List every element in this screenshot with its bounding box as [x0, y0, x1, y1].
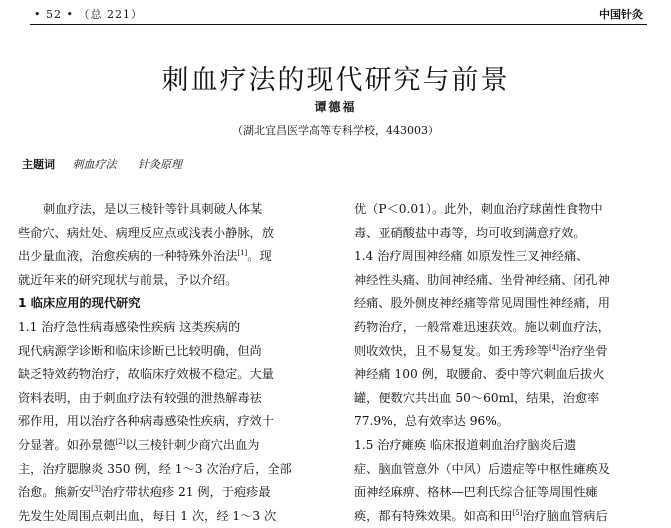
line-text: 面神经麻痹、格林—巴利氏综合征等周围性瘫	[354, 485, 598, 500]
body-text-line	[18, 458, 292, 482]
journal-name: 中国针灸	[599, 8, 643, 21]
citation-ref: [4]	[549, 343, 559, 352]
line-text: 神经痛 100 例，取腰俞、委中等穴刺血后拔火	[354, 367, 605, 382]
body-text-line	[18, 245, 292, 269]
keyword: 刺血疗法	[72, 158, 117, 171]
body-text-line	[354, 434, 610, 458]
header-rule	[30, 24, 647, 25]
line-text: 痪，都有特殊效果。如高和田	[354, 508, 513, 523]
body-text-line	[354, 245, 610, 269]
line-text: 治疗脑血管病后	[522, 508, 608, 523]
line-text: 罐，便数穴共出血 50～60ml，结果，治愈率	[354, 390, 600, 405]
body-text-line	[354, 458, 610, 482]
body-text-line	[18, 481, 292, 505]
line-text: 刺血疗法，是以三棱针等针具刺破人体某	[43, 202, 263, 216]
body-text-line	[18, 269, 292, 293]
line-text: 就近年来的研究现状与前景，予以介绍。	[18, 272, 238, 287]
body-text-line	[354, 505, 610, 528]
page-header-left: • 52 • （总 221）	[34, 8, 143, 21]
line-text: 1.5 治疗瘫痪 临床报道刺血治疗脑炎后遗	[354, 437, 577, 452]
line-text: 治愈。熊新安	[18, 485, 92, 500]
right-column	[354, 198, 610, 528]
line-text: 毒、亚硝酸盐中毒等，均可收到满意疗效。	[354, 225, 586, 240]
article-title: 刺血疗法的现代研究与前景	[161, 65, 510, 96]
line-text: 以三棱针刺少商穴出血为	[125, 437, 260, 452]
body-text-line	[18, 434, 292, 458]
line-text: 1.4 治疗周围神经痛 如原发性三叉神经痛、	[354, 249, 589, 264]
line-text: 些俞穴、病灶处、病理反应点或浅表小静脉，放	[18, 225, 274, 240]
citation-ref: [2]	[115, 437, 126, 446]
citation-ref: [1]	[237, 249, 248, 258]
body-text-line	[18, 410, 292, 434]
body-text-line	[18, 387, 292, 411]
body-text-line	[18, 505, 292, 528]
line-text: 症、脑血管意外（中风）后遗症等中枢性瘫痪及	[354, 461, 610, 476]
body-text-line	[354, 340, 610, 364]
body-text-line	[18, 363, 292, 387]
citation-ref: [5]	[512, 508, 523, 517]
line-text: 分显著。如孙景德	[18, 437, 116, 452]
line-text: 。现	[247, 249, 272, 264]
body-text-line	[354, 316, 610, 340]
body-text-line	[354, 481, 610, 505]
body-text-line	[18, 222, 292, 246]
line-text: 缺乏特效药物治疗，故临床疗效极不稳定。大量	[18, 367, 274, 382]
line-text: 先发生处周围点刺出血，每日 1 次，经 1～3 次	[18, 508, 277, 523]
line-text: 资料表明，由于刺血疗法有较强的泄热解毒祛	[18, 390, 262, 405]
line-text: 1.1 治疗急性病毒感染性疾病 这类疾病的	[18, 319, 241, 334]
line-text: 神经性头痛、肋间神经痛、坐骨神经痛、闭孔神	[354, 272, 610, 287]
section-heading	[18, 292, 292, 316]
body-text-line	[354, 292, 610, 316]
line-text: 药物治疗，一般常难迅速获效。施以刺血疗法，	[354, 319, 610, 334]
line-text: 治疗带状疱疹 21 例，于疱疹最	[101, 485, 271, 500]
line-text: 出少量血液，治愈疾病的一种特殊外治法	[18, 249, 238, 264]
body-text-line	[354, 387, 610, 411]
keywords-line	[22, 156, 200, 172]
body-text-line	[354, 198, 610, 222]
body-text-line	[18, 340, 292, 364]
body-text-line	[354, 410, 610, 434]
line-text: 优（P＜0.01）。此外，刺血治疗球菌性食物中	[354, 202, 603, 216]
article-affiliation: （湖北宜昌医学高等专科学校，443003）	[232, 124, 439, 137]
keyword: 针灸原理	[138, 158, 182, 171]
article-author: 谭德福	[314, 100, 357, 114]
left-column	[18, 198, 292, 528]
line-text: 1 临床应用的现代研究	[18, 296, 141, 311]
body-text-line	[18, 316, 292, 340]
line-text: 主，治疗腮腺炎 350 例，经 1～3 次治疗后，全部	[18, 461, 292, 476]
line-text: 则收效快，且不易复发。如王秀珍等	[354, 343, 549, 358]
line-text: 77.9%，总有效率达 96%。	[354, 414, 509, 429]
line-text: 经痛、股外侧皮神经痛等常见周围性神经痛，用	[354, 296, 610, 311]
line-text: 治疗坐骨	[558, 343, 608, 358]
body-text-line	[354, 222, 610, 246]
body-text-line	[18, 198, 292, 222]
line-text: 现代病源学诊断和临床诊断已比较明确，但尚	[18, 343, 262, 358]
citation-ref: [3]	[91, 485, 102, 494]
body-text-line	[354, 363, 610, 387]
line-text: 邪作用，用以治疗各种病毒感染性疾病，疗效十	[18, 414, 274, 429]
body-text-line	[354, 269, 610, 293]
keywords-label: 主题词	[22, 158, 55, 171]
